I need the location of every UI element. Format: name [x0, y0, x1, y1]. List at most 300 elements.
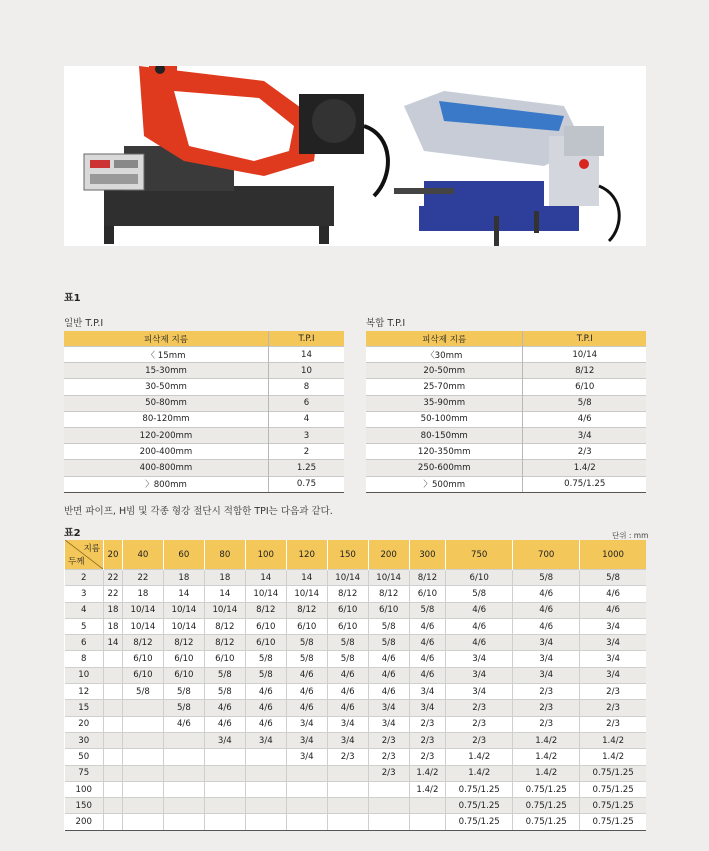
tpi-cell: 5/8 [368, 618, 409, 634]
tpi-cell: 6/10 [245, 635, 286, 651]
tpi-cell: 2 [268, 444, 344, 460]
thickness-cell: 10 [65, 667, 104, 683]
tpi-cell: 1.4/2 [409, 765, 446, 781]
diameter-header: 80 [204, 540, 245, 570]
tpi-cell: 4/6 [245, 716, 286, 732]
tpi-cell [245, 749, 286, 765]
tpi-cell: 10/14 [327, 570, 368, 586]
tpi-cell: 14 [245, 570, 286, 586]
tpi-cell: 0.75/1.25 [523, 476, 646, 492]
diameter-cell: 20-50mm [366, 363, 523, 379]
diameter-cell: 50-100mm [366, 411, 523, 427]
table-row [64, 476, 344, 492]
tpi-cell: 0.75/1.25 [580, 781, 646, 797]
tpi-cell: 8/12 [327, 586, 368, 602]
tpi-cell: 3/4 [286, 732, 327, 748]
tpi-cell: 5/8 [286, 651, 327, 667]
tpi-cell: 2/3 [513, 700, 580, 716]
tpi-thickness-table [64, 540, 646, 831]
tpi-cell: 3/4 [409, 700, 446, 716]
table-row [366, 411, 646, 427]
diameter-cell: 50-80mm [64, 395, 268, 411]
tpi-cell: 5/8 [409, 602, 446, 618]
table-row [64, 379, 344, 395]
thickness-cell: 3 [65, 586, 104, 602]
thickness-cell: 6 [65, 635, 104, 651]
tpi-cell: 2/3 [409, 749, 446, 765]
tpi-cell: 14 [204, 586, 245, 602]
tpi-cell: 3/4 [204, 732, 245, 748]
tpi-cell [204, 814, 245, 830]
tpi-cell [409, 798, 446, 814]
table-header-row [366, 331, 646, 347]
tpi-cell: 5/8 [163, 684, 204, 700]
tpi-cell: 10/14 [122, 602, 163, 618]
tpi-cell [245, 781, 286, 797]
tpi-cell: 3/4 [286, 749, 327, 765]
table-row [64, 411, 344, 427]
combo-tpi-title: 복합 T.P.I [366, 318, 406, 329]
tpi-cell: 4/6 [409, 618, 446, 634]
tpi-cell: 14 [268, 347, 344, 363]
diameter-header: 300 [409, 540, 446, 570]
tpi-cell [245, 814, 286, 830]
tpi-cell: 4/6 [409, 667, 446, 683]
tpi-cell: 3 [268, 427, 344, 443]
tpi-cell [122, 814, 163, 830]
tpi-cell: 5/8 [204, 684, 245, 700]
tpi-cell: 8/12 [163, 635, 204, 651]
table-row [366, 476, 646, 492]
tpi-cell: 3/4 [446, 651, 513, 667]
table-row [65, 749, 647, 765]
tpi-cell [204, 781, 245, 797]
diameter-cell: 200-400mm [64, 444, 268, 460]
tpi-cell: 6/10 [409, 586, 446, 602]
blue-band-saw-image [394, 91, 619, 246]
tpi-cell: 4/6 [327, 684, 368, 700]
tpi-cell: 10/14 [523, 347, 646, 363]
tpi-cell [204, 749, 245, 765]
tpi-cell [122, 781, 163, 797]
tpi-cell: 1.4/2 [580, 749, 646, 765]
tpi-cell: 8/12 [368, 586, 409, 602]
tpi-cell: 2/3 [580, 700, 646, 716]
tpi-cell: 5/8 [446, 586, 513, 602]
tpi-cell [368, 798, 409, 814]
corner-header [65, 540, 104, 570]
tpi-cell [163, 814, 204, 830]
tpi-cell: 8/12 [523, 363, 646, 379]
tpi-cell: 1.4/2 [446, 749, 513, 765]
tpi-cell: 8/12 [122, 635, 163, 651]
tpi-cell: 4/6 [286, 667, 327, 683]
tpi-cell: 10/14 [204, 602, 245, 618]
tpi-cell: 8/12 [245, 602, 286, 618]
tpi-cell [163, 781, 204, 797]
table-row [65, 651, 647, 667]
tpi-cell: 2/3 [409, 732, 446, 748]
thickness-cell: 12 [65, 684, 104, 700]
table-row [366, 379, 646, 395]
tpi-cell [204, 765, 245, 781]
diameter-cell: 120-200mm [64, 427, 268, 443]
tpi-cell [122, 765, 163, 781]
tpi-cell [327, 765, 368, 781]
tpi-cell: 0.75/1.25 [446, 814, 513, 830]
diameter-cell: 〈30mm [366, 347, 523, 363]
tpi-cell: 2/3 [409, 716, 446, 732]
tpi-cell [104, 765, 123, 781]
table-row [64, 427, 344, 443]
tpi-cell: 18 [122, 586, 163, 602]
tpi-cell: 22 [104, 586, 123, 602]
column-header: 피삭제 지름 [64, 331, 268, 347]
tpi-cell [104, 732, 123, 748]
diameter-header: 1000 [580, 540, 646, 570]
tpi-cell: 6/10 [163, 651, 204, 667]
tpi-cell: 3/4 [580, 651, 646, 667]
table-row [65, 716, 647, 732]
tpi-cell: 0.75/1.25 [513, 781, 580, 797]
tpi-cell: 4/6 [580, 586, 646, 602]
tpi-cell: 4/6 [368, 684, 409, 700]
tpi-cell [327, 798, 368, 814]
tpi-cell: 4/6 [409, 651, 446, 667]
diameter-header: 750 [446, 540, 513, 570]
column-header: T.P.I [268, 331, 344, 347]
tpi-cell: 5/8 [204, 667, 245, 683]
tpi-cell: 1.4/2 [513, 749, 580, 765]
tpi-cell: 5/8 [245, 667, 286, 683]
tpi-cell [122, 700, 163, 716]
combo-tpi-table [366, 331, 646, 493]
tpi-cell: 4/6 [286, 684, 327, 700]
tpi-cell [286, 765, 327, 781]
tpi-cell: 18 [204, 570, 245, 586]
tpi-cell: 1.4/2 [513, 765, 580, 781]
tpi-cell: 6/10 [245, 618, 286, 634]
tpi-cell: 3/4 [580, 635, 646, 651]
tpi-cell: 6/10 [122, 667, 163, 683]
tpi-cell: 10/14 [286, 586, 327, 602]
table-row [366, 347, 646, 363]
tpi-cell: 3/4 [446, 667, 513, 683]
tpi-cell: 3/4 [513, 651, 580, 667]
tpi-cell [327, 781, 368, 797]
tpi-cell: 2/3 [368, 765, 409, 781]
tpi-cell [122, 716, 163, 732]
tpi-cell: 4/6 [327, 667, 368, 683]
tpi-cell: 6/10 [204, 651, 245, 667]
tpi-cell: 6/10 [122, 651, 163, 667]
thickness-cell: 150 [65, 798, 104, 814]
tpi-cell [204, 798, 245, 814]
diameter-header: 150 [327, 540, 368, 570]
diameter-header: 60 [163, 540, 204, 570]
thickness-cell: 75 [65, 765, 104, 781]
tpi-cell: 14 [286, 570, 327, 586]
tpi-cell: 1.4/2 [409, 781, 446, 797]
tpi-cell: 5/8 [327, 651, 368, 667]
diameter-header: 200 [368, 540, 409, 570]
tpi-cell: 8 [268, 379, 344, 395]
tpi-cell: 6 [268, 395, 344, 411]
tpi-cell [286, 814, 327, 830]
diameter-header: 100 [245, 540, 286, 570]
tpi-cell: 10/14 [122, 618, 163, 634]
tpi-cell [104, 667, 123, 683]
tpi-cell: 4/6 [513, 602, 580, 618]
table-row [65, 781, 647, 797]
table-row [64, 347, 344, 363]
tpi-cell: 4/6 [163, 716, 204, 732]
thickness-cell: 8 [65, 651, 104, 667]
tpi-cell: 5/8 [513, 570, 580, 586]
diameter-cell: 120-350mm [366, 444, 523, 460]
tpi-cell: 4/6 [245, 684, 286, 700]
tpi-cell [409, 814, 446, 830]
tpi-cell [122, 732, 163, 748]
diameter-header: 20 [104, 540, 123, 570]
tpi-cell: 22 [122, 570, 163, 586]
tpi-cell: 4/6 [327, 700, 368, 716]
diameter-cell: 400-800mm [64, 460, 268, 476]
thickness-cell: 200 [65, 814, 104, 830]
tpi-cell: 18 [104, 602, 123, 618]
tpi-cell: 14 [163, 586, 204, 602]
diameter-cell: 〈 15mm [64, 347, 268, 363]
thickness-cell: 20 [65, 716, 104, 732]
tpi-cell [104, 781, 123, 797]
tpi-cell: 0.75/1.25 [446, 798, 513, 814]
tpi-cell [286, 798, 327, 814]
thickness-cell: 15 [65, 700, 104, 716]
tpi-cell: 3/4 [245, 732, 286, 748]
diameter-cell: 80-120mm [64, 411, 268, 427]
tpi-cell [163, 798, 204, 814]
diameter-cell: 〉800mm [64, 476, 268, 492]
general-tpi-title: 일반 T.P.I [64, 318, 104, 329]
table-row [65, 635, 647, 651]
tpi-cell: 1.4/2 [513, 732, 580, 748]
table2-label: 표2 [64, 528, 81, 539]
tpi-cell: 8/12 [286, 602, 327, 618]
tpi-cell: 0.75/1.25 [513, 798, 580, 814]
tpi-cell [163, 732, 204, 748]
table-row [65, 700, 647, 716]
tpi-cell: 6/10 [368, 602, 409, 618]
table1-label: 표1 [64, 293, 81, 304]
table-row [65, 684, 647, 700]
tpi-cell: 8/12 [204, 635, 245, 651]
tpi-cell [163, 765, 204, 781]
table-row [64, 395, 344, 411]
tpi-cell [368, 781, 409, 797]
diameter-cell: 35-90mm [366, 395, 523, 411]
tpi-cell: 8/12 [409, 570, 446, 586]
corner-thickness-label: 두께 [68, 557, 85, 567]
tpi-cell: 2/3 [513, 716, 580, 732]
tpi-cell: 2/3 [327, 749, 368, 765]
table-row [64, 363, 344, 379]
band-saw-illustration [64, 66, 646, 246]
tpi-cell: 4/6 [286, 700, 327, 716]
tpi-cell [104, 684, 123, 700]
tpi-cell: 10/14 [163, 618, 204, 634]
tpi-cell: 3/4 [286, 716, 327, 732]
thickness-cell: 50 [65, 749, 104, 765]
tpi-cell [245, 798, 286, 814]
column-header: 피삭제 지름 [366, 331, 523, 347]
tpi-cell: 6/10 [327, 618, 368, 634]
tpi-cell: 5/8 [523, 395, 646, 411]
tpi-cell: 2/3 [580, 716, 646, 732]
tpi-cell: 2/3 [523, 444, 646, 460]
tpi-cell [245, 765, 286, 781]
diameter-header: 700 [513, 540, 580, 570]
tpi-cell: 8/12 [204, 618, 245, 634]
tpi-cell [327, 814, 368, 830]
tpi-cell: 3/4 [327, 716, 368, 732]
tpi-cell [286, 781, 327, 797]
tpi-cell: 4/6 [580, 602, 646, 618]
tpi-cell: 3/4 [368, 700, 409, 716]
table-row [64, 460, 344, 476]
tpi-cell: 5/8 [368, 635, 409, 651]
tpi-cell: 2/3 [368, 732, 409, 748]
tpi-cell: 4/6 [513, 586, 580, 602]
table-row [65, 618, 647, 634]
tpi-cell: 6/10 [327, 602, 368, 618]
thickness-cell: 30 [65, 732, 104, 748]
diameter-cell: 〉500mm [366, 476, 523, 492]
tpi-cell: 2/3 [580, 684, 646, 700]
general-tpi-table [64, 331, 344, 493]
tpi-cell: 3/4 [446, 684, 513, 700]
tpi-cell: 4/6 [513, 618, 580, 634]
diameter-cell: 250-600mm [366, 460, 523, 476]
thickness-cell: 5 [65, 618, 104, 634]
tpi-cell: 4/6 [446, 618, 513, 634]
table-row [366, 363, 646, 379]
tpi-cell: 4/6 [368, 667, 409, 683]
tpi-cell: 4 [268, 411, 344, 427]
tpi-cell: 0.75 [268, 476, 344, 492]
tpi-cell: 2/3 [446, 716, 513, 732]
tpi-cell: 0.75/1.25 [446, 781, 513, 797]
tpi-cell: 2/3 [446, 700, 513, 716]
tpi-cell: 22 [104, 570, 123, 586]
tpi-cell: 3/4 [513, 635, 580, 651]
table-row [366, 460, 646, 476]
tpi-cell: 10 [268, 363, 344, 379]
tpi-cell: 5/8 [163, 700, 204, 716]
tpi-cell [122, 749, 163, 765]
table-row [366, 395, 646, 411]
table-row [64, 444, 344, 460]
tpi-cell: 6/10 [446, 570, 513, 586]
note-text: 반면 파이프, H빔 및 각종 형강 절단시 적합한 TPI는 다음과 같다. [64, 506, 333, 517]
tpi-cell: 6/10 [523, 379, 646, 395]
table-row [65, 798, 647, 814]
tpi-cell: 0.75/1.25 [580, 814, 646, 830]
tpi-cell: 5/8 [286, 635, 327, 651]
diameter-cell: 30-50mm [64, 379, 268, 395]
tpi-cell [104, 716, 123, 732]
tpi-cell [122, 798, 163, 814]
tpi-cell: 2/3 [513, 684, 580, 700]
diameter-header: 120 [286, 540, 327, 570]
tpi-cell: 14 [104, 635, 123, 651]
corner-diameter-label: 지름 [83, 544, 100, 554]
tpi-cell: 5/8 [580, 570, 646, 586]
band-saw-photo [64, 66, 646, 246]
tpi-cell [104, 798, 123, 814]
tpi-cell: 3/4 [513, 667, 580, 683]
diameter-cell: 15-30mm [64, 363, 268, 379]
tpi-cell: 4/6 [204, 700, 245, 716]
tpi-cell: 3/4 [368, 716, 409, 732]
tpi-cell: 4/6 [245, 700, 286, 716]
tpi-cell: 4/6 [523, 411, 646, 427]
tpi-cell: 4/6 [446, 635, 513, 651]
tpi-cell [104, 814, 123, 830]
tpi-cell: 18 [104, 618, 123, 634]
tpi-cell: 18 [163, 570, 204, 586]
table-row [65, 667, 647, 683]
tpi-cell [368, 814, 409, 830]
tpi-cell [104, 749, 123, 765]
table-row [65, 586, 647, 602]
table2-body [65, 570, 647, 831]
diameter-header: 40 [122, 540, 163, 570]
unit-label: 단위 : mm [612, 531, 649, 540]
tpi-cell: 3/4 [580, 667, 646, 683]
tpi-cell: 10/14 [368, 570, 409, 586]
tpi-cell: 10/14 [245, 586, 286, 602]
tpi-cell: 4/6 [204, 716, 245, 732]
tpi-cell: 0.75/1.25 [513, 814, 580, 830]
tpi-cell: 4/6 [446, 602, 513, 618]
tpi-cell: 10/14 [163, 602, 204, 618]
tpi-cell: 1.4/2 [446, 765, 513, 781]
tpi-cell [104, 651, 123, 667]
tpi-cell: 4/6 [368, 651, 409, 667]
column-header: T.P.I [523, 331, 646, 347]
thickness-cell: 4 [65, 602, 104, 618]
tpi-cell: 3/4 [523, 427, 646, 443]
tpi-cell: 1.4/2 [523, 460, 646, 476]
thickness-cell: 100 [65, 781, 104, 797]
tpi-cell: 1.4/2 [580, 732, 646, 748]
table-header-row [65, 540, 647, 570]
tpi-cell: 3/4 [580, 618, 646, 634]
tpi-cell [163, 749, 204, 765]
tpi-cell [104, 700, 123, 716]
tpi-cell: 0.75/1.25 [580, 798, 646, 814]
table-row [366, 427, 646, 443]
tpi-cell: 6/10 [286, 618, 327, 634]
tpi-cell: 5/8 [245, 651, 286, 667]
tpi-cell: 2/3 [368, 749, 409, 765]
table-row [65, 570, 647, 586]
diameter-cell: 25-70mm [366, 379, 523, 395]
table-header-row [64, 331, 344, 347]
table-row [65, 602, 647, 618]
tpi-cell: 4/6 [409, 635, 446, 651]
table-row [65, 732, 647, 748]
